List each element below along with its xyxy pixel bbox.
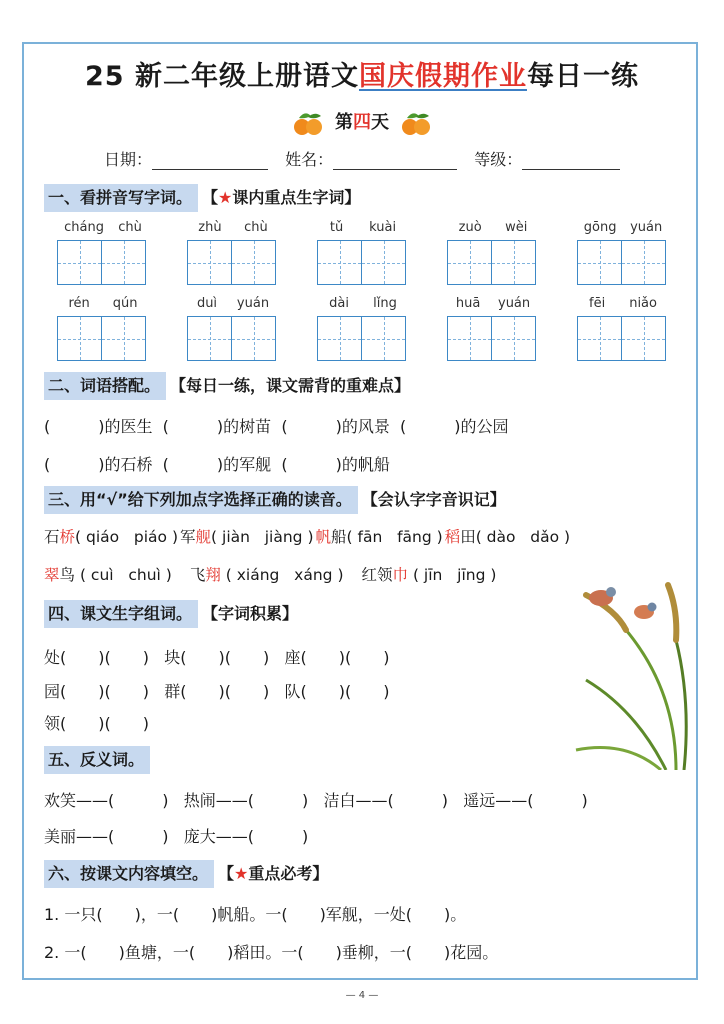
pinyin-item (187, 220, 279, 285)
pinyin-text: fēi (589, 296, 606, 311)
pinyin-text: rén (68, 296, 90, 311)
pinyin-item (57, 220, 149, 285)
pinyin-text: kuài (369, 220, 397, 235)
reading-item: 飞翔 ( xiáng xáng ) (189, 566, 344, 584)
writing-box[interactable] (362, 240, 406, 285)
pinyin-text: yuán (498, 296, 531, 311)
zuci-row: 园( )( ) 群( )( ) 队( )( ) (44, 682, 390, 701)
matching-row: ( )的石桥 ( )的军舰 ( )的帆船 (44, 455, 390, 474)
name-field[interactable] (333, 151, 457, 170)
reading-item: 石桥( qiáo piáo ) (44, 528, 179, 546)
pinyin-text: huā (455, 296, 481, 311)
pinyin-text: niǎo (629, 296, 657, 311)
pinyin-item (317, 296, 409, 361)
pinyin-text: yuán (630, 220, 663, 235)
section-1-heading: 一、看拼音写字词。 【★课内重点生字词】 (44, 184, 360, 212)
writing-box[interactable] (187, 240, 232, 285)
section-5-heading: 五、反义词。 (44, 746, 150, 774)
antonym-row: 欢笑——( ) 热闹——( ) 洁白——( ) 遥远——( ) (44, 791, 588, 810)
section-2-heading: 二、词语搭配。 【每日一练，课文需背的重难点】 (44, 372, 410, 400)
pinyin-text: lǐng (373, 296, 397, 311)
reading-item: 翠鸟 ( cuì chuì ) (44, 566, 172, 584)
section-3-heading: 三、用“√”给下列加点字选择正确的读音。 【会认字字音识记】 (44, 486, 506, 514)
day-label: 第四天 (0, 108, 724, 136)
writing-box[interactable] (577, 240, 622, 285)
pinyin-text: tǔ (329, 220, 344, 235)
writing-box[interactable] (232, 316, 276, 361)
pinyin-text: chù (244, 220, 268, 235)
zuci-row: 处( )( ) 块( )( ) 座( )( ) (44, 648, 390, 667)
reading-row (44, 525, 570, 547)
writing-box[interactable] (317, 316, 362, 361)
pinyin-item (57, 296, 149, 361)
pinyin-item (577, 296, 669, 361)
matching-row: ( )的医生 ( )的树苗 ( )的风景 ( )的公园 (44, 417, 509, 436)
orange-icon (399, 110, 433, 136)
pinyin-item (447, 220, 539, 285)
antonym-row: 美丽——( ) 庞大——( ) (44, 827, 309, 846)
reading-row (44, 563, 496, 585)
reading-item: 帆船( fān fāng ) (315, 528, 443, 546)
student-info: 日期： 姓名： 等级： (104, 147, 620, 170)
writing-box[interactable] (622, 240, 666, 285)
writing-box[interactable] (102, 240, 146, 285)
writing-box[interactable] (447, 240, 492, 285)
writing-box[interactable] (57, 240, 102, 285)
writing-box[interactable] (622, 316, 666, 361)
pinyin-text: zuò (458, 220, 482, 235)
fill-line: 1. 一只( )，一( )帆船。一( )军舰，一处( )。 (44, 905, 467, 924)
pinyin-text: wèi (505, 220, 528, 235)
page-number: — 4 — (345, 990, 379, 1001)
writing-box[interactable] (57, 316, 102, 361)
title-highlight: 国庆假期作业 (358, 61, 527, 92)
bird-grass-illustration (566, 570, 696, 770)
writing-box[interactable] (492, 240, 536, 285)
pinyin-text: chù (118, 220, 142, 235)
writing-box[interactable] (187, 316, 232, 361)
star-icon: ★ (218, 188, 233, 207)
pinyin-text: cháng (64, 220, 104, 235)
pinyin-text: yuán (236, 296, 270, 311)
pinyin-text: duì (196, 296, 218, 311)
pinyin-text: gōng (583, 220, 617, 235)
fill-line: 2. 一( )鱼塘，一( )稻田。一( )垂柳，一( )花园。 (44, 943, 499, 962)
page-title: 25 新二年级上册语文国庆假期作业每日一练 (85, 61, 639, 92)
star-icon: ★ (234, 864, 249, 883)
reading-item: 稻田( dào dǎo ) (444, 528, 571, 546)
writing-box[interactable] (577, 316, 622, 361)
writing-box[interactable] (492, 316, 536, 361)
writing-box[interactable] (102, 316, 146, 361)
pinyin-text: qún (112, 296, 138, 311)
writing-box[interactable] (232, 240, 276, 285)
reading-item: 红领巾 ( jīn jīng ) (361, 566, 497, 584)
reading-item: 军舰( jiàn jiàng ) (180, 528, 314, 546)
section-6-heading: 六、按课文内容填空。 【★重点必考】 (44, 860, 328, 888)
grade-field[interactable] (522, 151, 620, 170)
pinyin-text: zhù (198, 220, 222, 235)
orange-icon (291, 110, 325, 136)
pinyin-item (187, 296, 279, 361)
zuci-row: 领( )( ) (44, 714, 149, 733)
writing-box[interactable] (447, 316, 492, 361)
pinyin-text: dài (329, 296, 349, 311)
pinyin-item (577, 220, 669, 285)
pinyin-item (447, 296, 539, 361)
date-field[interactable] (152, 151, 268, 170)
section-4-heading: 四、课文生字组词。 【字词积累】 (44, 600, 298, 628)
pinyin-item (317, 220, 409, 285)
writing-box[interactable] (317, 240, 362, 285)
writing-box[interactable] (362, 316, 406, 361)
